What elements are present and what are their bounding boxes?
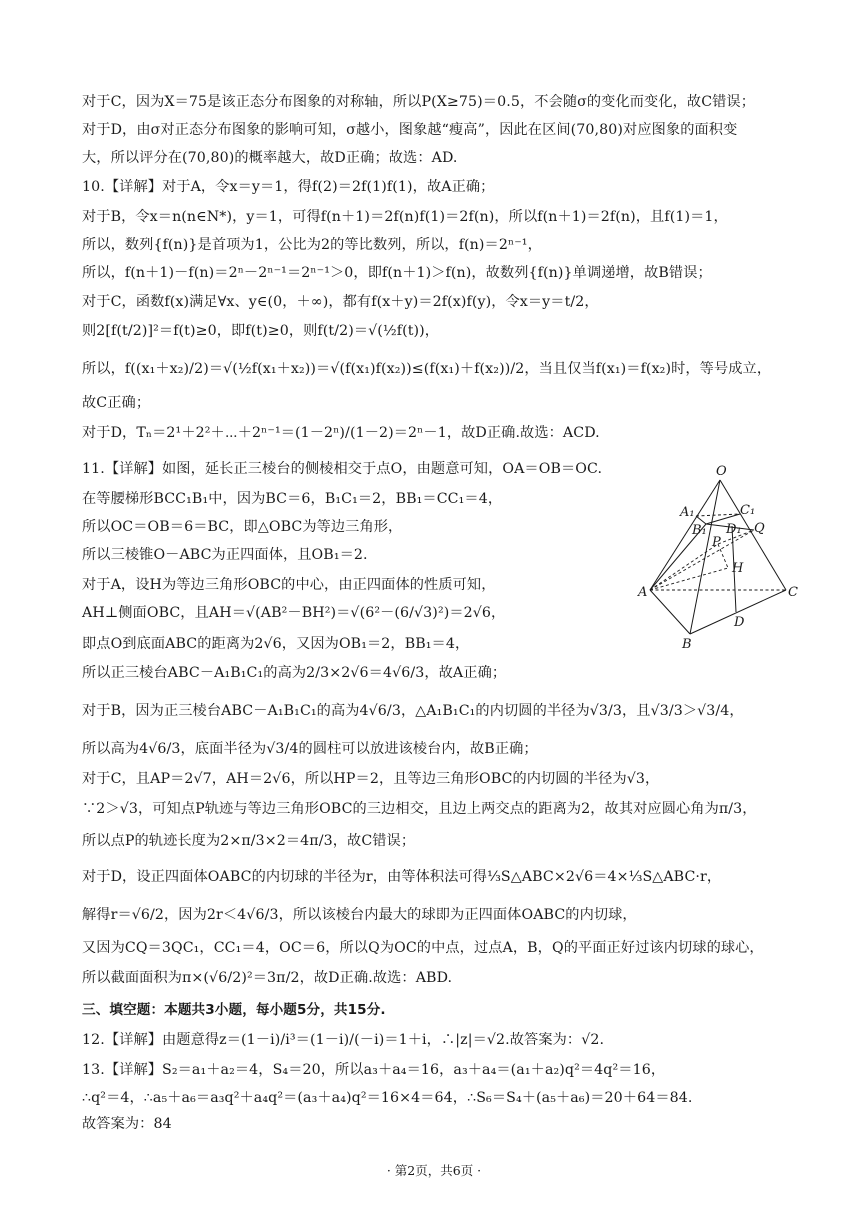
- solution-line: 11.【详解】如图，延长正三棱台的侧棱相交于点O，由题意可知，OA＝OB＝OC.: [82, 461, 603, 477]
- label-O: O: [716, 464, 727, 479]
- solution-line: 对于B，因为正三棱台ABC－A₁B₁C₁的高为4√6/3，△A₁B₁C₁的内切圆的半径为√3/3，且√3/3＞√3/4，: [82, 703, 744, 719]
- solution-line: 解得r＝√6/2，因为2r＜4√6/3，所以该棱台内最大的球即为正四面体OABC的内切球，: [82, 907, 637, 923]
- solution-line: ∵2＞√3，可知点P轨迹与等边三角形OBC的三边相交，且边上两交点的距离为2，故其对应圆心角为π/3，: [82, 801, 757, 817]
- solution-line: 所以正三棱台ABC－A₁B₁C₁的高为2/3×2√6＝4√6/3，故A正确；: [82, 665, 507, 681]
- solution-line: 对于C，因为X＝75是该正态分布图象的对称轴，所以P(X≥75)＝0.5，不会随σ的变化而变化，故C错误；: [82, 94, 756, 110]
- label-P: P: [712, 535, 721, 550]
- solution-line: 即点O到底面ABC的距离为2√6，又因为OB₁＝2，BB₁＝4，: [82, 636, 470, 652]
- solution-line: 又因为CQ＝3QC₁，CC₁＝4，OC＝6，所以Q为OC的中点，过点A，B，Q的平面正好过该内切球的球心，: [82, 940, 764, 956]
- solution-line: 所以，数列{f(n)}是首项为1，公比为2的等比数列，所以，f(n)＝2ⁿ⁻¹，: [82, 237, 542, 253]
- solution-line: 对于A，设H为等边三角形OBC的中心，由正四面体的性质可知，: [82, 577, 496, 593]
- solution-line: 所以三棱锥O－ABC为正四面体，且OB₁＝2.: [82, 547, 368, 563]
- label-A: A: [638, 585, 648, 600]
- edge-AP-hidden: [650, 544, 718, 590]
- label-Q: Q: [754, 521, 765, 536]
- solution-line: 13.【详解】S₂＝a₁＋a₂＝4，S₄＝20，所以a₃＋a₄＝16，a₃＋a₄＝(a₁＋a₂)q²＝4q²＝16，: [82, 1062, 666, 1078]
- solution-line: 对于C，且AP＝2√7，AH＝2√6，所以HP＝2，且等边三角形OBC的内切圆的半径为√3，: [82, 771, 660, 787]
- solution-line: 对于D，Tₙ＝2¹＋2²＋⋯＋2ⁿ⁻¹＝(1－2ⁿ)/(1－2)＝2ⁿ－1，故D正确.故选：ACD.: [82, 425, 600, 441]
- solution-line: ∴q²＝4，∴a₅＋a₆＝a₃q²＋a₄q²＝(a₃＋a₄)q²＝16×4＝64，∴S₆＝S₄＋(a₅＋a₆)＝20＋64＝84.: [82, 1090, 693, 1106]
- solution-line: 12.【详解】由题意得z＝(1－i)/i³＝(1－i)/(－i)＝1＋i，∴|z|＝√2.故答案为：√2.: [82, 1032, 605, 1048]
- label-D1: D₁: [726, 522, 742, 537]
- solution-line: 所以，f(n＋1)－f(n)＝2ⁿ－2ⁿ⁻¹＝2ⁿ⁻¹＞0，即f(n＋1)＞f(n)，故数列{f(n)}单调递增，故B错误；: [82, 265, 712, 281]
- solution-line: 在等腰梯形BCC₁B₁中，因为BC＝6，B₁C₁＝2，BB₁＝CC₁＝4，: [82, 491, 503, 507]
- solution-line: 所以高为4√6/3，底面半径为√3/4的圆柱可以放进该棱台内，故B正确；: [82, 741, 538, 757]
- label-C: C: [788, 585, 798, 600]
- solution-line: 则2[f(t/2)]²＝f(t)≥0，即f(t)≥0，则f(t/2)＝√(½f(t))，: [82, 323, 440, 339]
- solution-line: 对于B，令x＝n(n∈N*)，y＝1，可得f(n＋1)＝2f(n)f(1)＝2f(n)，所以f(n＋1)＝2f(n)，且f(1)＝1，: [82, 209, 728, 225]
- label-H: H: [732, 561, 744, 576]
- solution-line: AH⊥侧面OBC，且AH＝√(AB²－BH²)＝√(6²－(6/√3)²)＝2√6，: [82, 605, 506, 621]
- solution-line: 故答案为：84: [82, 1116, 172, 1132]
- section-heading: 三、填空题：本题共3小题，每小题5分，共15分.: [82, 1002, 386, 1018]
- label-C1: C₁: [740, 503, 756, 518]
- label-B: B: [682, 637, 692, 652]
- label-D: D: [734, 615, 745, 630]
- frustum-figure: [636, 462, 806, 652]
- solution-line: 大，所以评分在(70,80)的概率越大，故D正确；故选：AD.: [82, 150, 458, 166]
- solution-line: 所以点P的轨迹长度为2×π/3×2＝4π/3，故C错误；: [82, 833, 416, 849]
- label-A1: A₁: [680, 505, 695, 520]
- edge-AB: [650, 590, 690, 634]
- page-footer: · 第2页，共6页 ·: [386, 1163, 482, 1178]
- edge-AQ-hidden: [650, 530, 754, 590]
- label-B1: B₁: [692, 523, 707, 538]
- solution-line: 所以截面面积为π×(√6/2)²＝3π/2，故D正确.故选：ABD.: [82, 970, 453, 986]
- solution-line: 所以，f((x₁＋x₂)/2)＝√(½f(x₁＋x₂))＝√(f(x₁)f(x₂))≤(f(x₁)＋f(x₂))/2，当且仅当f(x₁)＝f(x₂)时，等号成立，: [82, 361, 772, 377]
- solution-line: 对于C，函数f(x)满足∀x、y∈(0，＋∞)，都有f(x＋y)＝2f(x)f(y)，令x＝y＝t/2，: [82, 294, 599, 310]
- solution-line: 对于D，由σ对正态分布图象的影响可知，σ越小，图象越“瘦高”，因此在区间(70,80)对应图象的面积变: [82, 122, 738, 138]
- solution-line: 对于D，设正四面体OABC的内切球的半径为r，由等体积法可得⅓S△ABC×2√6＝4×⅓S△ABC·r，: [82, 869, 722, 885]
- solution-line: 10.【详解】对于A，令x＝y＝1，得f(2)＝2f(1)f(1)，故A正确；: [82, 179, 495, 195]
- solution-line: 故C正确；: [82, 395, 151, 411]
- solution-line: 所以OC＝OB＝6＝BC，即△OBC为等边三角形，: [82, 519, 403, 535]
